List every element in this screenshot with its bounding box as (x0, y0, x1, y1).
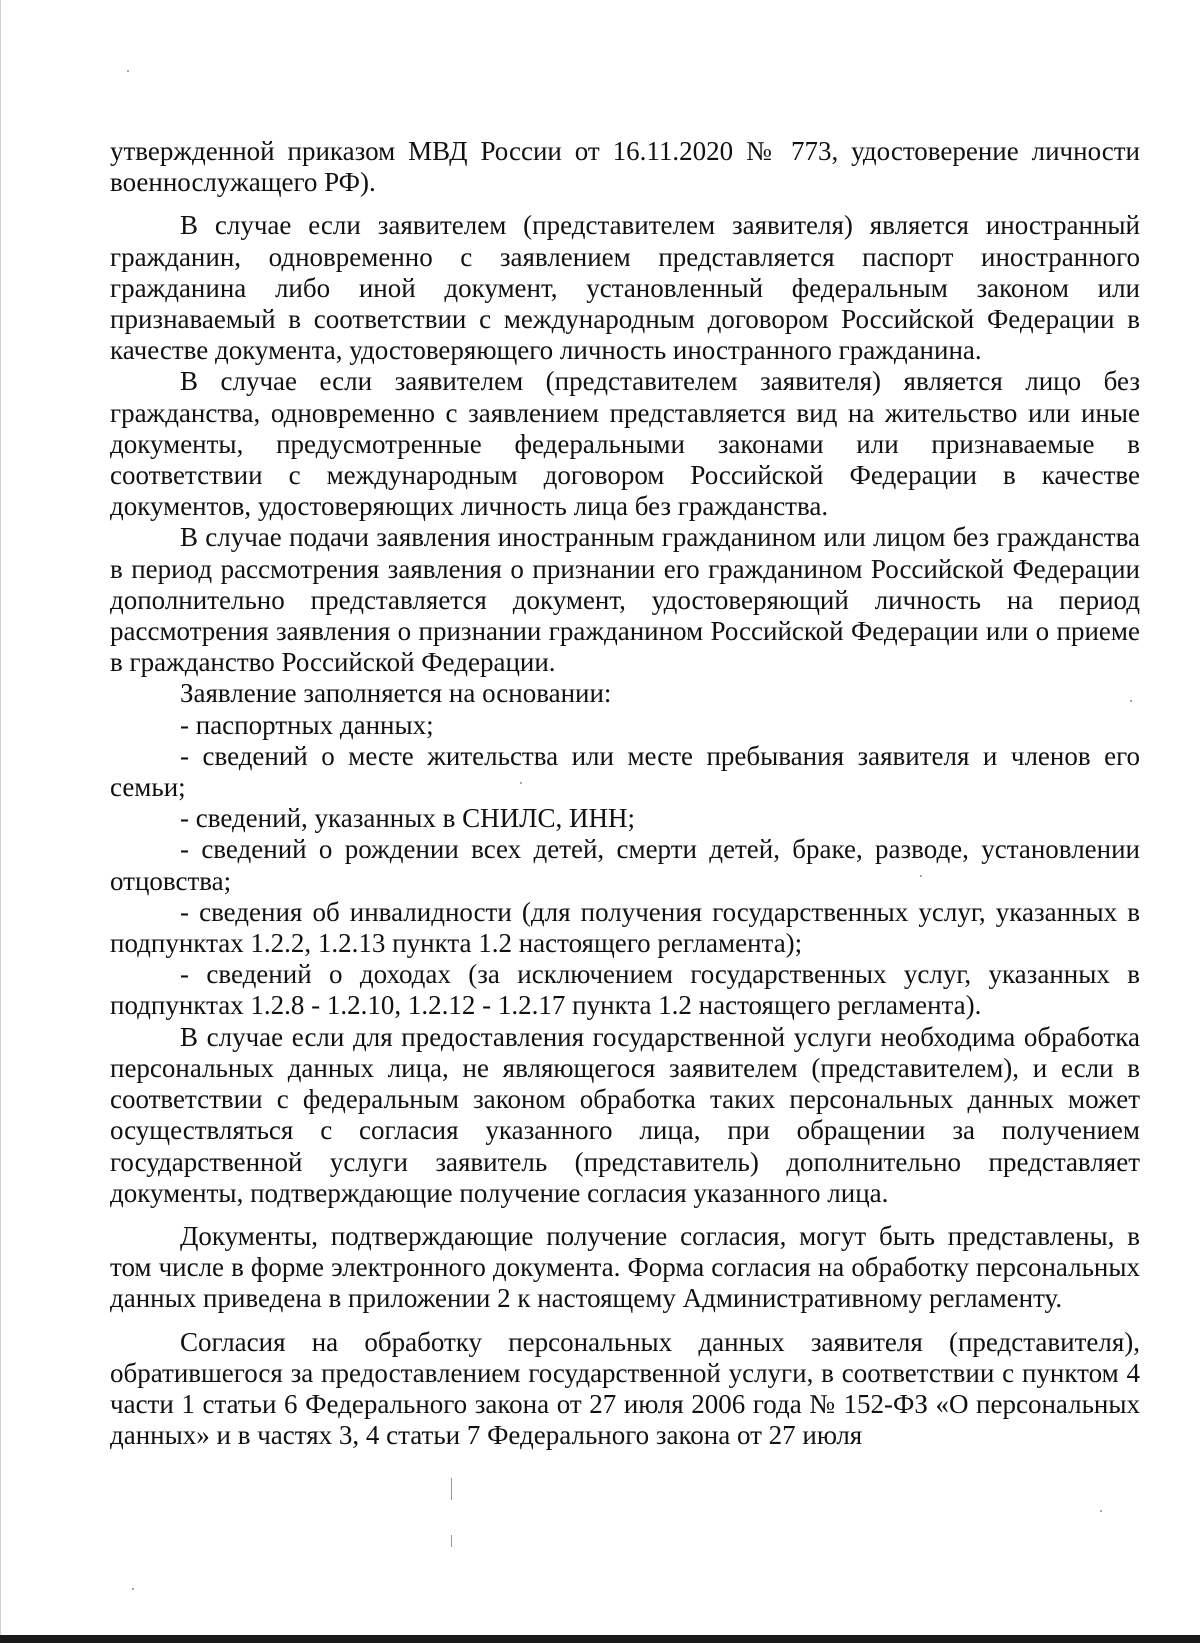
paragraph-3: В случае если заявителем (представителем заявителя) является лицо без гражданства, одновременно с заявлением представляется вид на жительство или иные документы, предусмотренные федеральными законами или признаваемые в соответствии с международным договором Российской Федерации в качестве документов, удостоверяющих личность лица без гражданства. (110, 366, 1140, 522)
list-item-5: - сведения об инвалидности (для получения государственных услуг, указанных в подпунктах 1.2.2, 1.2.13 пункта 1.2 настоящего регламента); (110, 896, 1140, 959)
scan-speck (127, 70, 129, 72)
scan-mark (451, 1478, 452, 1500)
scan-speck (1100, 1510, 1102, 1512)
paragraph-5: Заявление заполняется на основании: (180, 678, 612, 709)
paragraph-1: утвержденной приказом МВД России от 16.11.2020 № 773, удостоверение личности военнослужащего РФ). (110, 136, 1140, 198)
paragraph-7: Документы, подтверждающие получение согласия, могут быть представлены, в том числе в форме электронного документа. Форма согласия на обработку персональных данных приведена в приложении 2 к настоящему Административному регламенту. (110, 1220, 1140, 1314)
list-item-4: - сведений о рождении всех детей, смерти детей, браке, разводе, установлении отцовства; (110, 834, 1140, 896)
paragraph-2: В случае если заявителем (представителем заявителя) является иностранный гражданин, одновременно с заявлением представляется паспорт иностранного гражданина либо иной документ, установленный федеральным законом или признаваемый в соответствии с международным договором Российской Федерации в качестве документа, удостоверяющего личность иностранного гражданина. (110, 210, 1140, 366)
document-body (110, 136, 1140, 1451)
paragraph-4: В случае подачи заявления иностранным гражданином или лицом без гражданства в период рассмотрения заявления о признании его гражданином Российской Федерации дополнительно представляется документ, удостоверяющий личность на период рассмотрения заявления о признании гражданином Российской Федерации или о приеме в гражданство Российской Федерации. (110, 522, 1140, 678)
list-item-1: - паспортных данных; (180, 709, 434, 740)
list-item-3: - сведений, указанных в СНИЛС, ИНН; (180, 803, 635, 834)
scan-bottom-edge (0, 1635, 1200, 1643)
list-item-2: - сведений о месте жительства или месте пребывания заявителя и членов его семьи; (110, 740, 1140, 803)
scan-left-edge (0, 0, 1, 1643)
scan-mark (451, 1535, 452, 1547)
scan-speck (132, 1588, 134, 1590)
paragraph-6: В случае если для предоставления государственной услуги необходима обработка персональных данных лица, не являющегося заявителем (представителем), и если в соответствии с федеральным законом обработка таких персональных данных может осуществляться с согласия указанного лица, при обращении за получением государственной услуги заявитель (представитель) дополнительно представляет документы, подтверждающие получение согласия указанного лица. (110, 1021, 1140, 1208)
paragraph-8: Согласия на обработку персональных данных заявителя (представителя), обратившегося за предоставлением государственной услуги, в соответствии с пунктом 4 части 1 статьи 6 Федерального закона от 27 июля 2006 года № 152-ФЗ «О персональных данных» и в частях 3, 4 статьи 7 Федерального закона от 27 июля (110, 1326, 1140, 1451)
list-item-6: - сведений о доходах (за исключением государственных услуг, указанных в подпунктах 1.2.8 - 1.2.10, 1.2.12 - 1.2.17 пункта 1.2 настоящего регламента). (110, 959, 1140, 1021)
